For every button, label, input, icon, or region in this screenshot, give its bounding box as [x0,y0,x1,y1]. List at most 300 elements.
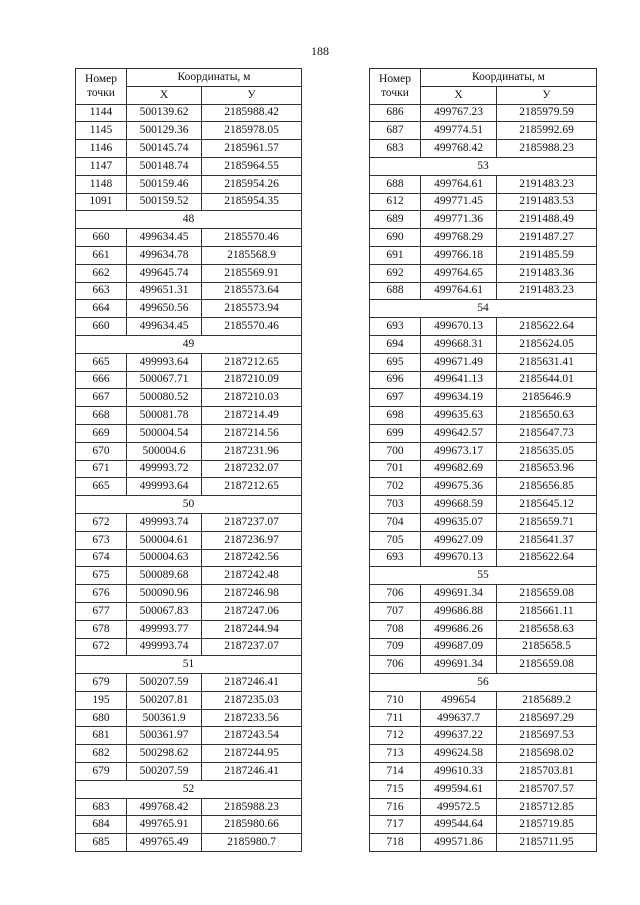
x-coordinate-cell: 500139.62 [127,104,202,122]
y-coordinate-cell: 2187246.41 [202,674,302,692]
x-coordinate-cell: 499691.34 [421,585,497,603]
table-row [370,656,597,674]
point-number-cell: 684 [76,816,127,834]
point-number-header [370,69,421,105]
x-coordinate-cell: 499668.59 [421,496,497,514]
table-row [370,602,597,620]
y-coordinate-cell: 2185659.08 [497,585,597,603]
table-row [76,567,302,585]
table-row [76,674,302,692]
x-coordinate-cell: 499544.64 [421,816,497,834]
table-row [76,175,302,193]
y-coordinate-cell: 2185647.73 [497,424,597,442]
point-number-cell: 682 [76,745,127,763]
table-row [370,763,597,781]
point-number-cell: 709 [370,638,421,656]
point-number-cell: 711 [370,709,421,727]
x-coordinate-cell: 499645.74 [127,264,202,282]
x-coordinate-cell: 499771.36 [421,211,497,229]
y-coordinate-cell: 2185711.95 [497,834,597,852]
point-number-cell: 691 [370,246,421,264]
y-coordinate-cell: 2185980.66 [202,816,302,834]
y-coordinate-cell: 2187232.07 [202,460,302,478]
y-coordinate-cell: 2185961.57 [202,140,302,158]
y-coordinate-cell: 2185703.81 [497,763,597,781]
point-number-cell: 670 [76,442,127,460]
header-num-line2: точки [381,87,409,100]
table-row [370,798,597,816]
point-number-cell: 679 [76,763,127,781]
point-number-cell: 678 [76,620,127,638]
table-row [76,122,302,140]
x-coordinate-cell: 499686.88 [421,602,497,620]
y-coordinate-cell: 2185980.7 [202,834,302,852]
table-row [370,175,597,193]
table-row [76,834,302,852]
y-coordinate-cell: 2187212.65 [202,353,302,371]
x-coordinate-cell: 500361.97 [127,727,202,745]
point-number-cell: 662 [76,264,127,282]
point-number-cell: 698 [370,407,421,425]
table-row [370,585,597,603]
point-number-cell: 1146 [76,140,127,158]
x-coordinate-cell: 499764.61 [421,175,497,193]
table-row [76,193,302,211]
table-row [76,104,302,122]
section-row [370,674,597,692]
point-number-cell: 680 [76,709,127,727]
point-number-cell: 660 [76,318,127,336]
point-number-cell: 677 [76,602,127,620]
y-coordinate-cell: 2191483.36 [497,264,597,282]
x-coordinate-cell: 499993.74 [127,513,202,531]
table-row [76,460,302,478]
x-coordinate-cell: 499993.77 [127,620,202,638]
y-coordinate-cell: 2187210.03 [202,389,302,407]
point-number-cell: 681 [76,727,127,745]
point-number-cell: 689 [370,211,421,229]
y-coordinate-cell: 2185658.63 [497,620,597,638]
x-coordinate-cell: 500004.6 [127,442,202,460]
point-number-cell: 676 [76,585,127,603]
y-coordinate-cell: 2187214.56 [202,424,302,442]
header-num-line1: Номер [85,73,117,86]
point-number-cell: 710 [370,691,421,709]
point-number-cell: 686 [370,104,421,122]
table-row [76,602,302,620]
point-number-cell: 703 [370,496,421,514]
y-coordinate-cell: 2185659.71 [497,513,597,531]
table-row [370,122,597,140]
x-coordinate-cell: 499768.42 [127,798,202,816]
table-row [76,531,302,549]
x-coordinate-cell: 499637.7 [421,709,497,727]
y-coordinate-cell: 2185988.23 [202,798,302,816]
x-coordinate-cell: 500004.54 [127,424,202,442]
table-row [370,335,597,353]
point-number-cell: 1148 [76,175,127,193]
y-coordinate-cell: 2185573.94 [202,300,302,318]
y-coordinate-cell: 2187244.95 [202,745,302,763]
point-number-cell: 712 [370,727,421,745]
section-number: 51 [76,656,302,674]
table-row [76,246,302,264]
x-coordinate-cell: 499610.33 [421,763,497,781]
point-number-cell: 718 [370,834,421,852]
point-number-cell: 660 [76,229,127,247]
coordinates-table-left [75,68,302,852]
point-number-cell: 674 [76,549,127,567]
table-row [76,745,302,763]
x-coordinate-cell: 500361.9 [127,709,202,727]
table-row [76,442,302,460]
table-row [370,745,597,763]
x-coordinate-cell: 499765.91 [127,816,202,834]
y-coordinate-cell: 2185707.57 [497,780,597,798]
y-coordinate-cell: 2185635.05 [497,442,597,460]
point-number-cell: 695 [370,353,421,371]
x-coordinate-cell: 500067.71 [127,371,202,389]
table-body [76,104,302,851]
x-coordinate-cell: 499686.26 [421,620,497,638]
x-coordinate-cell: 499765.49 [127,834,202,852]
point-number-cell: 683 [76,798,127,816]
point-number-cell: 665 [76,478,127,496]
y-coordinate-cell: 2187237.07 [202,638,302,656]
y-coordinate-cell: 2185653.96 [497,460,597,478]
table-row [370,531,597,549]
table-row [370,727,597,745]
x-coordinate-cell: 499627.09 [421,531,497,549]
x-coordinate-cell: 499771.45 [421,193,497,211]
y-coordinate-cell: 2185712.85 [497,798,597,816]
x-coordinate-cell: 500004.63 [127,549,202,567]
point-number-cell: 700 [370,442,421,460]
point-number-cell: 195 [76,691,127,709]
point-number-cell: 685 [76,834,127,852]
point-number-cell: 664 [76,300,127,318]
x-coordinate-cell: 500207.81 [127,691,202,709]
y-coordinate-cell: 2185719.85 [497,816,597,834]
section-row [76,335,302,353]
table-row [370,140,597,158]
point-number-cell: 692 [370,264,421,282]
point-number-cell: 707 [370,602,421,620]
point-number-cell: 663 [76,282,127,300]
point-number-cell: 668 [76,407,127,425]
section-number: 55 [370,567,597,585]
point-number-cell: 687 [370,122,421,140]
point-number-cell: 697 [370,389,421,407]
y-coordinate-cell: 2185697.53 [497,727,597,745]
point-number-cell: 717 [370,816,421,834]
x-coordinate-cell: 500080.52 [127,389,202,407]
point-number-cell: 671 [76,460,127,478]
header-num-line2: точки [87,87,115,100]
x-coordinate-cell: 499993.74 [127,638,202,656]
point-number-cell: 705 [370,531,421,549]
table-row [76,229,302,247]
table-row [76,353,302,371]
x-coordinate-cell: 499768.42 [421,140,497,158]
x-coordinate-cell: 500090.96 [127,585,202,603]
y-coordinate-cell: 2185641.37 [497,531,597,549]
table-row [76,157,302,175]
x-coordinate-cell: 499675.36 [421,478,497,496]
point-number-cell: 706 [370,585,421,603]
x-header: X [127,86,202,104]
y-coordinate-cell: 2185570.46 [202,318,302,336]
coordinates-header: Координаты, м [421,69,597,87]
section-number: 50 [76,496,302,514]
x-coordinate-cell: 499764.65 [421,264,497,282]
table-row [370,834,597,852]
table-row [76,478,302,496]
y-coordinate-cell: 2185988.23 [497,140,597,158]
point-number-cell: 713 [370,745,421,763]
table-row [76,282,302,300]
y-coordinate-cell: 2187210.09 [202,371,302,389]
point-number-cell: 704 [370,513,421,531]
point-number-header [76,69,127,105]
x-coordinate-cell: 499670.13 [421,549,497,567]
y-coordinate-cell: 2185644.01 [497,371,597,389]
y-coordinate-cell: 2187246.98 [202,585,302,603]
section-row [370,567,597,585]
section-number: 56 [370,674,597,692]
x-header: X [421,86,497,104]
x-coordinate-cell: 500159.46 [127,175,202,193]
table-row [370,193,597,211]
x-coordinate-cell: 499766.18 [421,246,497,264]
x-coordinate-cell: 499767.23 [421,104,497,122]
y-coordinate-cell: 2185570.46 [202,229,302,247]
table-row [76,407,302,425]
table-row [370,816,597,834]
table-row [76,549,302,567]
y-header: У [202,86,302,104]
y-coordinate-cell: 2185954.26 [202,175,302,193]
y-header: У [497,86,597,104]
y-coordinate-cell: 2187246.41 [202,763,302,781]
coordinates-header: Координаты, м [127,69,302,87]
x-coordinate-cell: 499774.51 [421,122,497,140]
x-coordinate-cell: 500207.59 [127,763,202,781]
section-row [76,496,302,514]
y-coordinate-cell: 2187231.96 [202,442,302,460]
y-coordinate-cell: 2185569.91 [202,264,302,282]
x-coordinate-cell: 499635.07 [421,513,497,531]
y-coordinate-cell: 2185631.41 [497,353,597,371]
table-row [370,211,597,229]
point-number-cell: 666 [76,371,127,389]
x-coordinate-cell: 499634.19 [421,389,497,407]
point-number-cell: 1144 [76,104,127,122]
x-coordinate-cell: 500207.59 [127,674,202,692]
table-row [76,424,302,442]
y-coordinate-cell: 2185659.08 [497,656,597,674]
x-coordinate-cell: 499687.09 [421,638,497,656]
table-row [370,513,597,531]
x-coordinate-cell: 499635.63 [421,407,497,425]
x-coordinate-cell: 500004.61 [127,531,202,549]
table-row [370,638,597,656]
table-row [370,709,597,727]
y-coordinate-cell: 2187243.54 [202,727,302,745]
point-number-cell: 673 [76,531,127,549]
point-number-cell: 688 [370,175,421,193]
y-coordinate-cell: 2185656.85 [497,478,597,496]
point-number-cell: 706 [370,656,421,674]
x-coordinate-cell: 500298.62 [127,745,202,763]
x-coordinate-cell: 499993.72 [127,460,202,478]
table-row [76,763,302,781]
point-number-cell: 683 [370,140,421,158]
table-row [370,104,597,122]
point-number-cell: 694 [370,335,421,353]
y-coordinate-cell: 2185697.29 [497,709,597,727]
section-row [370,300,597,318]
table-row [370,496,597,514]
y-coordinate-cell: 2187244.94 [202,620,302,638]
point-number-cell: 693 [370,549,421,567]
table-row [370,318,597,336]
x-coordinate-cell: 499673.17 [421,442,497,460]
section-number: 49 [76,335,302,353]
y-coordinate-cell: 2191483.53 [497,193,597,211]
y-coordinate-cell: 2185622.64 [497,318,597,336]
point-number-cell: 714 [370,763,421,781]
x-coordinate-cell: 499637.22 [421,727,497,745]
table-row [76,709,302,727]
x-coordinate-cell: 499670.13 [421,318,497,336]
table-row [76,140,302,158]
table-row [76,727,302,745]
y-coordinate-cell: 2187214.49 [202,407,302,425]
point-number-cell: 708 [370,620,421,638]
section-number: 54 [370,300,597,318]
point-number-cell: 612 [370,193,421,211]
section-row [76,211,302,229]
y-coordinate-cell: 2191487.27 [497,229,597,247]
y-coordinate-cell: 2187242.48 [202,567,302,585]
y-coordinate-cell: 2187236.97 [202,531,302,549]
x-coordinate-cell: 499768.29 [421,229,497,247]
table-row [370,264,597,282]
y-coordinate-cell: 2185978.05 [202,122,302,140]
y-coordinate-cell: 2185979.59 [497,104,597,122]
y-coordinate-cell: 2187233.56 [202,709,302,727]
y-coordinate-cell: 2191483.23 [497,282,597,300]
x-coordinate-cell: 499651.31 [127,282,202,300]
point-number-cell: 690 [370,229,421,247]
table-row [370,620,597,638]
x-coordinate-cell: 499654 [421,691,497,709]
y-coordinate-cell: 2185661.11 [497,602,597,620]
table-row [370,246,597,264]
point-number-cell: 693 [370,318,421,336]
table-row [76,816,302,834]
point-number-cell: 672 [76,513,127,531]
y-coordinate-cell: 2185658.5 [497,638,597,656]
table-row [76,300,302,318]
point-number-cell: 1091 [76,193,127,211]
y-coordinate-cell: 2187212.65 [202,478,302,496]
header-num-line1: Номер [379,73,411,86]
table-row [76,371,302,389]
x-coordinate-cell: 500159.52 [127,193,202,211]
table-row [76,638,302,656]
table-row [370,478,597,496]
x-coordinate-cell: 500148.74 [127,157,202,175]
x-coordinate-cell: 499671.49 [421,353,497,371]
x-coordinate-cell: 500145.74 [127,140,202,158]
y-coordinate-cell: 2185954.35 [202,193,302,211]
section-number: 48 [76,211,302,229]
table-row [370,691,597,709]
table-row [76,264,302,282]
section-number: 53 [370,157,597,175]
section-row [76,780,302,798]
y-coordinate-cell: 2185689.2 [497,691,597,709]
point-number-cell: 1147 [76,157,127,175]
table-row [370,780,597,798]
y-coordinate-cell: 2185624.05 [497,335,597,353]
x-coordinate-cell: 499594.61 [421,780,497,798]
point-number-cell: 661 [76,246,127,264]
section-row [76,656,302,674]
point-number-cell: 701 [370,460,421,478]
table-row [76,585,302,603]
y-coordinate-cell: 2191488.49 [497,211,597,229]
table-row [76,318,302,336]
x-coordinate-cell: 500089.68 [127,567,202,585]
point-number-cell: 665 [76,353,127,371]
section-row [370,157,597,175]
x-coordinate-cell: 499691.34 [421,656,497,674]
table-row [370,460,597,478]
point-number-cell: 672 [76,638,127,656]
coordinates-table-right [369,68,597,852]
table-row [370,229,597,247]
y-coordinate-cell: 2185992.69 [497,122,597,140]
point-number-cell: 688 [370,282,421,300]
x-coordinate-cell: 499634.78 [127,246,202,264]
point-number-cell: 715 [370,780,421,798]
x-coordinate-cell: 499634.45 [127,318,202,336]
y-coordinate-cell: 2185622.64 [497,549,597,567]
y-coordinate-cell: 2185698.02 [497,745,597,763]
page-number: 188 [311,44,329,58]
table-row [370,549,597,567]
table-row [370,407,597,425]
x-coordinate-cell: 499993.64 [127,353,202,371]
point-number-cell: 667 [76,389,127,407]
table-row [370,353,597,371]
table-row [76,691,302,709]
x-coordinate-cell: 499682.69 [421,460,497,478]
y-coordinate-cell: 2185645.12 [497,496,597,514]
table-body [370,104,597,851]
section-number: 52 [76,780,302,798]
x-coordinate-cell: 499634.45 [127,229,202,247]
y-coordinate-cell: 2185568.9 [202,246,302,264]
table-row [370,442,597,460]
y-coordinate-cell: 2187235.03 [202,691,302,709]
y-coordinate-cell: 2185646.9 [497,389,597,407]
x-coordinate-cell: 500081.78 [127,407,202,425]
point-number-cell: 675 [76,567,127,585]
